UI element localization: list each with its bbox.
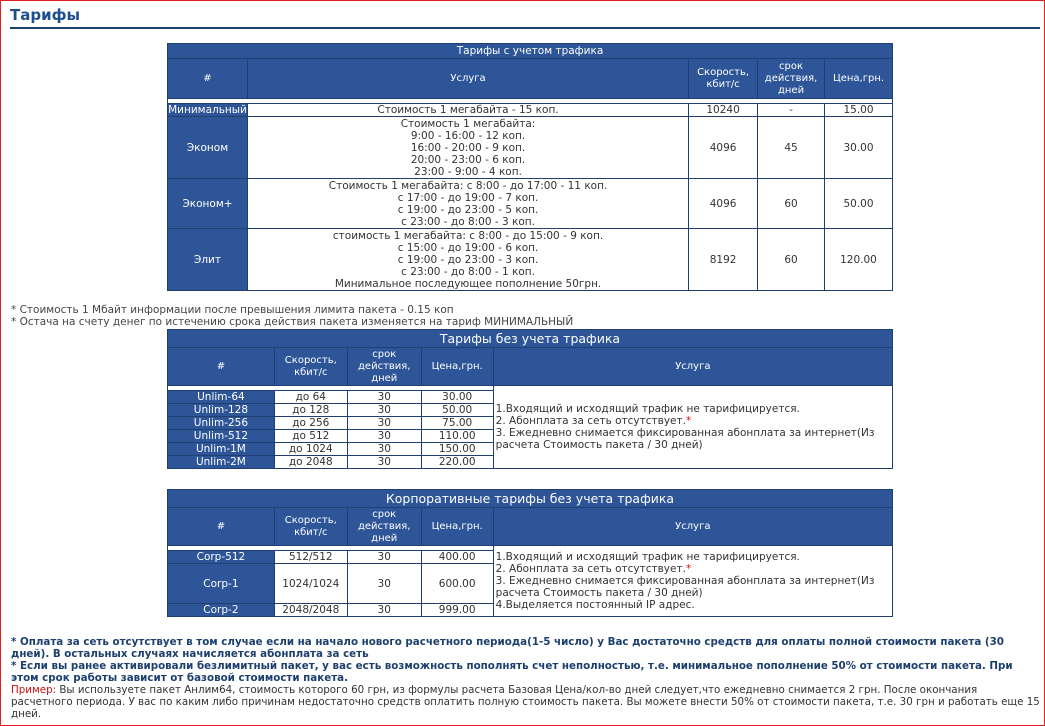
tariff-speed: до 2048 [274,456,347,469]
tariff-term: 30 [347,564,421,604]
service-line [496,415,892,427]
col-header-price: Цена,грн. [421,508,493,546]
tariff-name: Unlim-128 [168,404,275,417]
tariff-price: 999.00 [421,604,493,617]
col-header-num: # [168,59,248,99]
footer-note-partial-topup: * Если вы ранее активировали безлимитный пакет, у вас есть возможность пополнять счет неполностью, т.е. минимальное пополнение 50% от стоимости пакета. При этом срок работы зависит от базовой стоимости пакета. [11,660,1013,684]
note-overage: * Стоимость 1 Мбайт информации после превышения лимита пакета - 0.15 коп [11,304,454,316]
unlim-tariffs-table [167,329,893,469]
tariff-term: 60 [758,229,825,291]
service-line-text: 2. Абонплата за сеть отсутствует. [495,415,686,427]
traffic-tariffs-table [167,43,893,291]
service-line [496,563,892,575]
tariff-name: Corp-512 [168,551,275,564]
tariff-speed: 10240 [689,104,758,117]
tariff-term: 30 [347,391,421,404]
tariff-price: 75.00 [421,417,493,430]
tariff-price: 30.00 [825,117,893,179]
tariff-price: 600.00 [421,564,493,604]
tariff-speed: 2048/2048 [274,604,347,617]
tariff-name: Corp-1 [168,564,275,604]
service-line: 3. Ежедневно снимается фиксированная абонплата за интернет(Из расчета Стоимость пакета / 30 дней) [495,427,875,451]
service-line: 4.Выделяется постоянный IP адрес. [495,599,695,611]
col-header-speed: Скорость, кбит/с [274,348,347,386]
service-line: 1.Входящий и исходящий трафик не тарифицируется. [495,551,800,563]
unlim-service-description [493,386,892,469]
tariff-price: 15.00 [825,104,893,117]
tariff-name: Элит [168,229,248,291]
note-remainder: * Остача на счету денег по истечению срока действия пакета изменяется на тариф МИНИМАЛЬНЫЙ [11,316,574,328]
tariff-speed: до 64 [274,391,347,404]
corp-service-description [493,546,892,617]
tariff-service: Стоимость 1 мегабайта: 9:00 - 16:00 - 12 коп. 16:00 - 20:00 - 9 коп. 20:00 - 23:00 - 6 коп. 23:00 - 9:00 - 4 коп. [247,117,688,179]
tariff-term: 30 [347,443,421,456]
col-header-speed: Скорость, кбит/с [274,508,347,546]
footer-note-network-fee: * Оплата за сеть отсутствует в том случае если на начало нового расчетного периода(1-5 число) у Вас достаточно средств для оплаты полной стоимости пакета (30 дней). В остальных случаях начисляется абонплата за сеть [11,636,1004,660]
col-header-term: срок действия, дней [758,59,825,99]
tariff-speed: 4096 [689,117,758,179]
footer-example [11,684,1041,720]
tariff-service: Стоимость 1 мегабайта: с 8:00 - до 17:00 - 11 коп. с 17:00 - до 19:00 - 7 коп. с 19:00 - до 23:00 - 5 коп. с 23:00 - до 8:00 - 3 коп. [247,179,688,229]
tariff-name: Unlim-256 [168,417,275,430]
table-row [168,104,893,117]
tariff-speed: 1024/1024 [274,564,347,604]
col-header-price: Цена,грн. [421,348,493,386]
tariff-price: 220.00 [421,456,493,469]
col-header-num: # [168,508,275,546]
page-title: Тарифы [10,6,81,24]
tariff-term: 30 [347,430,421,443]
example-text: Вы используете пакет Анлим64, стоимость которого 60 грн, из формулы расчета Базовая Цена/кол-во дней следует,что ежедневно снимается 2 грн. После окончания расчетного периода. У вас по каким либо причинам недостаточно средств оплатить полную стоимость пакета. Вы можете внести 50% от стоимости пакета, т.е. 30 грн и работать еще 15 дней. [11,684,1040,720]
tariff-price: 30.00 [421,391,493,404]
col-header-service: Услуга [493,508,892,546]
tariff-term: 60 [758,179,825,229]
tariff-speed: до 512 [274,430,347,443]
tariff-term: 45 [758,117,825,179]
col-header-price: Цена,грн. [825,59,893,99]
asterisk-mark: * [685,563,692,575]
tariff-price: 120.00 [825,229,893,291]
tariff-speed: 4096 [689,179,758,229]
asterisk-mark: * [685,415,692,427]
tariff-service: стоимость 1 мегабайта: с 8:00 - до 15:00 - 9 коп. с 15:00 - до 19:00 - 6 коп. с 19:00 - до 23:00 - 3 коп. с 23:00 - до 8:00 - 1 коп. Минимальное последующее пополнение 50грн. [247,229,688,291]
tariff-price: 110.00 [421,430,493,443]
col-header-term: срок действия, дней [347,348,421,386]
col-header-speed: Скорость, кбит/с [689,59,758,99]
service-line-text: 2. Абонплата за сеть отсутствует. [495,563,686,575]
tariff-service: Стоимость 1 мегабайта - 15 коп. [247,104,688,117]
tariff-term: 30 [347,417,421,430]
tariff-speed: до 1024 [274,443,347,456]
tariff-price: 400.00 [421,551,493,564]
tariff-price: 50.00 [825,179,893,229]
service-line: 1.Входящий и исходящий трафик не тарифицируется. [495,403,800,415]
example-label: Пример: [11,684,57,696]
col-header-service: Услуга [493,348,892,386]
table-caption: Тарифы с учетом трафика [168,44,893,59]
tariff-price: 50.00 [421,404,493,417]
tariff-name: Corp-2 [168,604,275,617]
tariff-price: 150.00 [421,443,493,456]
tariff-name: Эконом [168,117,248,179]
table-caption: Тарифы без учета трафика [168,330,893,348]
service-line: 3. Ежедневно снимается фиксированная абонплата за интернет(Из расчета Стоимость пакета / 30 дней) [495,575,875,599]
tariff-speed: 512/512 [274,551,347,564]
col-header-num: # [168,348,275,386]
tariff-speed: 8192 [689,229,758,291]
tariff-term: - [758,104,825,117]
tariff-name: Unlim-64 [168,391,275,404]
tariff-speed: до 256 [274,417,347,430]
tariff-term: 30 [347,456,421,469]
tariff-term: 30 [347,604,421,617]
col-header-term: срок действия, дней [347,508,421,546]
tariff-name: Unlim-512 [168,430,275,443]
table-row [168,229,893,291]
corp-tariffs-table [167,489,893,617]
tariff-term: 30 [347,404,421,417]
tariff-name: Минимальный [168,104,247,116]
tariff-name: Unlim-2M [168,456,275,469]
table-caption: Корпоративные тарифы без учета трафика [168,490,893,508]
tariff-term: 30 [347,551,421,564]
title-divider [10,27,1040,29]
tariff-name: Unlim-1M [168,443,275,456]
col-header-service: Услуга [247,59,688,99]
table-row [168,117,893,179]
tariff-speed: до 128 [274,404,347,417]
tariff-name: Эконом+ [168,179,248,229]
table-row [168,179,893,229]
